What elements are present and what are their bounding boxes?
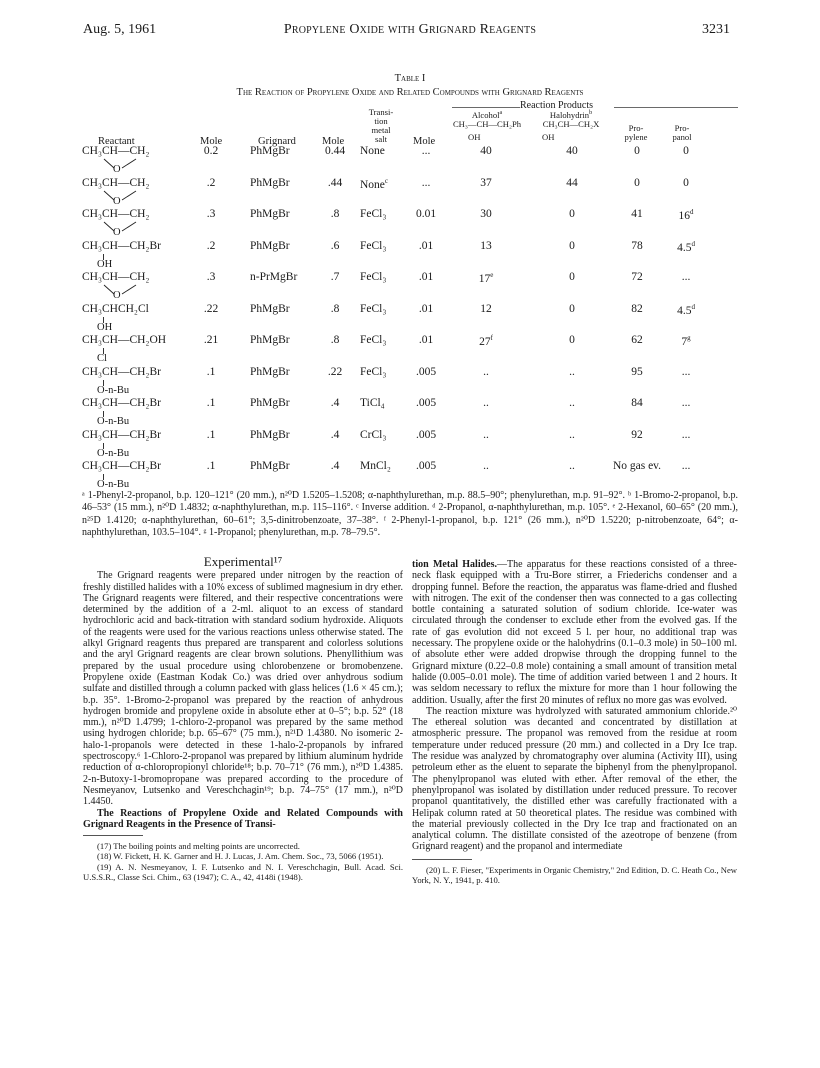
cell-mole-value: .21	[203, 334, 219, 346]
cell-propanol	[664, 271, 708, 283]
col-mole-grignard: Mole	[322, 136, 345, 147]
cell-halohydrin-value: ..	[569, 397, 575, 409]
section-title-experimental: Experimental¹⁷	[203, 554, 283, 569]
cell-propylene	[612, 240, 662, 252]
cell-mole-value: 0.2	[203, 145, 219, 157]
cell-salt-mole-value: .01	[418, 239, 434, 252]
cell-propanol	[664, 303, 708, 317]
reference-17: (17) The boiling points and melting points are uncorrected.	[97, 841, 300, 852]
footnote-mark: d	[691, 239, 695, 248]
cell-grignard-value: PhMgBr	[250, 428, 290, 441]
cell-reactant-substituent: O	[113, 227, 121, 238]
cell-reactant-formula: CH₃CH—CH₂Br	[82, 397, 161, 409]
col-alcohol: Alcohol$^a$ CH₃—CH—CH₂Ph OH	[452, 109, 522, 142]
cell-grignard	[250, 271, 320, 283]
cell-metal-salt	[360, 460, 410, 472]
cell-grignard-mole	[318, 334, 352, 346]
cell-metal-salt	[360, 240, 410, 252]
cell-mole-value: .2	[206, 176, 216, 189]
cell-mole-value: .3	[206, 271, 216, 283]
cell-halohydrin	[552, 240, 592, 252]
cell-propylene-value: 92	[631, 428, 643, 441]
cell-alcohol-value: 17	[478, 272, 491, 285]
cell-mole	[196, 271, 226, 283]
cell-mole	[196, 397, 226, 409]
cell-alcohol	[466, 208, 506, 220]
cell-salt-mole-value: .005	[415, 397, 437, 409]
cell-mole	[196, 460, 226, 472]
cell-grignard-value: PhMgBr	[250, 365, 290, 378]
cell-propylene	[612, 366, 662, 378]
cell-grignard-mole-value: .8	[330, 302, 340, 315]
cell-salt-mole-value: ...	[421, 176, 431, 189]
footnote-mark: f	[490, 334, 493, 342]
cell-mole	[196, 334, 226, 346]
cell-reactant-formula: CH₃CH—CH₂Br	[82, 239, 161, 252]
cell-halohydrin-value: 0	[569, 271, 575, 283]
cell-propylene	[612, 303, 662, 315]
cell-propanol	[664, 429, 708, 441]
cell-grignard-mole	[318, 177, 352, 189]
cell-grignard-value: PhMgBr	[250, 176, 290, 189]
cell-propylene	[612, 397, 662, 409]
cell-propanol	[664, 334, 708, 348]
cell-reactant-formula: CH₃CH—CH₂	[82, 176, 150, 189]
cell-grignard-mole	[318, 397, 352, 409]
col-mole-reactant: Mole	[200, 136, 223, 147]
paragraph-workup: The reaction mixture was hydrolyzed with saturated ammonium chloride.²⁰ The ethereal solution was decanted and concentrated by distillation at atmospheric pressure. The propanol was removed from the residue at room temperature under reduced pressure (20 mm.) and collected in a Dry Ice trap. The residue was analyzed by chromatography over alumina (Activity III), using petroleum ether as the eluent to separate the biphenyl from the phenylpropanol. The phenylpropanol was eluted with ether. After removal of the ether, the phenylpropanol was isolated by distillation under reduced pressure. To recover propanol quantitatively, the distilled ether was carefully fractionated with a Helipak column rated at 50 theoretical plates. The residue was combined with the material previously collected in the Dry Ice trap and fractionated on an analytical column. The distillate consisted of the azeotrope of benzene (from Grignard reagent) and the propanol and intermediate	[412, 705, 737, 853]
cell-halohydrin	[552, 460, 592, 472]
cell-alcohol	[466, 366, 506, 378]
epoxide-bond-lines	[80, 221, 240, 237]
cell-salt-mole	[406, 303, 446, 315]
right-column	[412, 559, 737, 885]
cell-alcohol	[466, 460, 506, 472]
cell-alcohol	[466, 429, 506, 441]
cell-metal-salt-value: FeCl₃	[360, 208, 387, 220]
cell-propylene	[612, 429, 662, 441]
col-reactant: Reactant	[98, 136, 135, 147]
cell-mole	[196, 208, 226, 220]
cell-alcohol-value: 13	[480, 239, 492, 252]
footnote-rule-right	[412, 859, 472, 860]
cell-salt-mole	[406, 397, 446, 409]
cell-reactant-formula: CH₃CH—CH₂Br	[82, 428, 161, 441]
footnote-mark: c	[384, 176, 389, 185]
cell-propanol	[664, 366, 708, 378]
cell-salt-mole	[406, 177, 446, 189]
cell-reactant-substituent: O	[113, 164, 121, 175]
cell-salt-mole-value: ...	[421, 145, 431, 157]
cell-metal-salt-value: FeCl₃	[360, 334, 387, 346]
cell-halohydrin-value: 0	[569, 302, 575, 315]
cell-propanol-value: 0	[683, 145, 689, 157]
cell-grignard-value: PhMgBr	[250, 460, 290, 472]
cell-halohydrin	[552, 271, 592, 283]
cell-grignard-mole-value: .44	[327, 176, 343, 189]
cell-grignard-mole-value: .4	[330, 428, 340, 441]
cell-alcohol-value: 30	[480, 208, 492, 220]
cell-propylene	[612, 177, 662, 189]
cell-grignard	[250, 429, 320, 441]
cell-propanol	[664, 208, 708, 222]
cell-alcohol	[466, 240, 506, 252]
footnote-mark: d	[691, 302, 695, 311]
cell-metal-salt-value: CrCl₃	[360, 428, 387, 441]
reference-20: (20) L. F. Fieser, "Experiments in Organic Chemistry," 2nd Edition, D. C. Heath Co., New York, N. Y., 1941, p. 410.	[412, 864, 737, 885]
cell-metal-salt	[360, 334, 410, 346]
cell-reactant-substituent: O-n-Bu	[97, 416, 130, 427]
cell-grignard	[250, 366, 320, 378]
left-column	[83, 556, 403, 882]
cell-metal-salt	[360, 303, 410, 315]
cell-propanol-value: ...	[681, 365, 691, 378]
cell-metal-salt-value: FeCl₃	[360, 365, 387, 378]
cell-metal-salt	[360, 366, 410, 378]
cell-salt-mole	[406, 429, 446, 441]
cell-salt-mole	[406, 145, 446, 157]
cell-propylene-value: No gas ev.	[612, 460, 662, 472]
cell-alcohol	[466, 145, 506, 157]
cell-alcohol	[466, 334, 506, 348]
cell-propylene-value: 95	[631, 365, 643, 378]
paragraph-apparatus-text: —The apparatus for these reactions consisted of a three-neck flask equipped with a Tru-Bore stirrer, a Friederichs condenser and a dropping funnel. Before the reaction, the apparatus was flame-dried and flushed with nitrogen. The exit of the condenser then was connected to a gas collecting bottle containing a saturated solution of sodium chloride. Ice-water was circulated through the condenser to exclude ether from the evolved gas. If the rate of gas evolution did not exceed 5 l. per hour, no additional trap was necessary. The propylene oxide or the halohydrins (0.1–0.3 mole) in 50–100 ml. of absolute ether were added dropwise through the dropping funnel to the Grignard mixture (0.22–0.8 mole) containing a small amount of transition metal halide (0.005–0.01 mole). The time of addition varied between 1 and 2 hours. It was seldom necessary to reflux the mixture for more than 1 hour following the addition. Usually, after the first 20 minutes of reflux no more gas was evolved.	[412, 559, 737, 706]
cell-metal-salt	[360, 177, 410, 191]
cell-mole	[196, 177, 226, 189]
cell-reactant-formula: CH₃CH—CH₂	[82, 145, 150, 157]
cell-reactant-substituent: Cl	[97, 353, 107, 364]
cell-propanol-value: 0	[683, 176, 689, 189]
cell-salt-mole-value: .01	[418, 271, 434, 283]
cell-salt-mole	[406, 208, 446, 220]
cell-salt-mole-value: .01	[418, 302, 434, 315]
cell-reactant-substituent: OH	[97, 321, 113, 333]
paragraph-apparatus	[412, 559, 737, 706]
cell-halohydrin	[552, 334, 592, 346]
cell-grignard	[250, 208, 320, 220]
cell-mole	[196, 303, 226, 315]
cell-alcohol	[466, 303, 506, 315]
cell-grignard-value: n-PrMgBr	[250, 271, 298, 283]
header-date: Aug. 5, 1961	[83, 22, 157, 37]
cell-grignard-mole-value: 0.44	[324, 145, 346, 157]
cell-grignard-mole-value: .22	[327, 365, 343, 378]
cell-propylene	[612, 460, 662, 472]
cell-metal-salt	[360, 145, 410, 157]
cell-metal-salt	[360, 429, 410, 441]
cell-alcohol	[466, 271, 506, 285]
cell-halohydrin-value: ..	[569, 428, 575, 441]
paragraph-head-reactions: The Reactions of Propylene Oxide and Related Compounds with Grignard Reagents in the Presence of Transi-	[83, 807, 403, 830]
cell-grignard-value: PhMgBr	[250, 145, 290, 157]
cell-halohydrin	[552, 303, 592, 315]
cell-alcohol	[466, 397, 506, 409]
cell-mole-value: .1	[206, 460, 216, 472]
cell-mole-value: .22	[203, 302, 219, 315]
cell-alcohol-value: 37	[480, 176, 492, 189]
cell-halohydrin	[552, 145, 592, 157]
cell-halohydrin	[552, 429, 592, 441]
cell-reactant-substituent: O	[113, 290, 121, 301]
table-footnotes: ᵃ 1-Phenyl-2-propanol, b.p. 120–121° (20 mm.), n²⁰D 1.5205–1.5208; α-naphthylurethan, m.p. 88.5–90°; phenylurethan, m.p. 91–92°. ᵇ 1-Bromo-2-propanol, b.p. 46–53° (15 mm.), n²⁰D 1.4832; α-naphthylurethan, m.p. 115–116°. ᶜ Inverse addition. ᵈ 2-Propanol, α-naphthylurethan, m.p. 105°. ᵉ 2-Hexanol, 60–65° (20 mm.), n²⁵D 1.4120; α-naphthylurethan, 60–61°; 3,5-dinitrobenzoate, 37–38°. ᶠ 2-Phenyl-1-propanol, b.p. 121° (26 mm.), n²⁰D 1.5220; p-nitrobenzoate, 64°; α-naphthylurethan, 103.5–104°. ᵍ 1-Propanol; phenylurethan, m.p. 78–79.5°.	[82, 490, 738, 539]
cell-grignard-mole	[318, 145, 352, 157]
cell-metal-salt	[360, 271, 410, 283]
cell-propylene-value: 41	[631, 208, 643, 220]
cell-grignard-value: PhMgBr	[250, 334, 290, 346]
cell-mole	[196, 240, 226, 252]
reference-19: (19) A. N. Nesmeyanov, I. F. Lutsenko and N. I. Vereschchagin, Bull. Acad. Sci. U.S.S.R., Classe Sci. Chim., 63 (1947); C. A., 42, 4148i (1948).	[83, 861, 403, 882]
cell-grignard	[250, 240, 320, 252]
cell-propanol-value: 4.5	[677, 304, 692, 317]
paragraph-grignard-preparation: The Grignard reagents were prepared under nitrogen by the reaction of freshly distilled halides with a 10% excess of sublimed magnesium in dry ether. The Grignard reagents were filtered, and their respective concentrations were determined by the addition of a 2-ml. aliquot to an excess of standard hydrochloric acid and back-titration with standard sodium hydroxide. Aliquots of the reagents were used for the various reactions unless otherwise stated. The alkyl Grignard reagents thus prepared are transparent and colorless solutions and the aryl Grignard reagents are clear brown solutions. Phenyllithium was prepared by the usual procedure using chlorobenzene or bromobenzene. Propylene oxide (Eastman Kodak Co.) was dried over anhydrous sodium sulfate and distilled through a column packed with glass helices (1.6 × 45 cm.); b.p. 35°. 1-Bromo-2-propanol was prepared by the reaction of anhydrous hydrogen bromide and propylene oxide in absolute ether at 0–5°; b.p. 52° (18 mm.), n²⁰D 1.4799; 1-chloro-2-propanol was prepared by the same method using hydrogen chloride; b.p. 65–67° (75 mm.), n²¹D 1.4380. No isomeric 2-halo-1-propanols were detected in these 1-halo-2-propanols by infrared spectroscopy.⁶ 1-Chloro-2-propanol was prepared by lithium aluminum hydride reduction of α-chloropropionyl chloride¹⁸; b.p. 70–71° (76 mm.), n²⁰D 1.4385. 2-n-Butoxy-1-bromopropane was prepared according to the procedure of Nesmeyanov, Lutsenko and Vereschchagin¹⁹; b.p. 74–75° (17 mm.), n²⁰D 1.4450.	[83, 570, 403, 808]
cell-grignard-value: PhMgBr	[250, 302, 290, 315]
col-mole-salt: Mole	[413, 136, 436, 147]
col-metal-salt: Transi- tion metal salt	[368, 107, 394, 144]
cell-mole-value: .3	[206, 208, 216, 220]
cell-metal-salt-value: FeCl₃	[360, 302, 387, 315]
cell-metal-salt-value: MnCl₂	[360, 460, 391, 472]
cell-grignard	[250, 177, 320, 189]
cell-alcohol-value: ..	[483, 397, 489, 409]
cell-grignard-mole-value: .8	[330, 208, 340, 220]
cell-grignard-mole	[318, 429, 352, 441]
epoxide-bond-lines	[80, 190, 240, 206]
group-header-reaction-products: Reaction Products	[520, 100, 594, 111]
group-rule-right	[614, 107, 738, 108]
cell-salt-mole-value: .01	[418, 334, 434, 346]
cell-halohydrin-value: ..	[569, 460, 575, 472]
cell-alcohol-value: 12	[480, 302, 492, 315]
cell-grignard-mole-value: .6	[330, 239, 340, 252]
cell-propylene-value: 78	[631, 239, 643, 252]
cell-grignard-mole	[318, 240, 352, 252]
reference-18: (18) W. Fickett, H. K. Garner and H. J. Lucas, J. Am. Chem. Soc., 73, 5066 (1951).	[97, 851, 384, 862]
paragraph-head-metal-halides: tion Metal Halides.	[412, 559, 498, 570]
header-page-number: 3231	[702, 22, 730, 37]
cell-salt-mole	[406, 240, 446, 252]
cell-metal-salt-value: FeCl₃	[360, 239, 387, 252]
cell-propanol-value: 4.5	[677, 241, 692, 254]
cell-propylene-value: 62	[631, 334, 643, 346]
cell-alcohol	[466, 177, 506, 189]
cell-metal-salt-value: None	[360, 145, 385, 157]
cell-reactant-formula: CH₃CHCH₂Cl	[82, 302, 149, 315]
cell-grignard-mole	[318, 460, 352, 472]
group-rule-left	[452, 107, 520, 108]
cell-propanol	[664, 460, 708, 472]
cell-grignard-mole	[318, 366, 352, 378]
cell-propylene-value: 84	[631, 397, 643, 409]
cell-halohydrin-value: 40	[566, 145, 578, 157]
cell-propylene-value: 0	[634, 145, 640, 157]
cell-grignard-mole-value: .4	[330, 460, 340, 472]
cell-salt-mole-value: .005	[415, 365, 437, 378]
cell-halohydrin-value: 44	[566, 176, 578, 189]
cell-halohydrin	[552, 366, 592, 378]
cell-metal-salt-value: None	[360, 178, 385, 191]
cell-grignard	[250, 460, 320, 472]
cell-reactant-substituent: O	[113, 195, 121, 207]
cell-alcohol-value: 40	[480, 145, 492, 157]
cell-grignard-mole	[318, 303, 352, 315]
cell-halohydrin-value: ..	[569, 365, 575, 378]
cell-propylene	[612, 145, 662, 157]
cell-grignard-mole-value: .7	[330, 271, 340, 283]
cell-reactant-formula: CH₃CH—CH₂Br	[82, 365, 161, 378]
cell-mole-value: .1	[206, 397, 216, 409]
cell-propylene	[612, 271, 662, 283]
cell-propanol-value: ...	[681, 460, 691, 472]
col-grignard: Grignard	[258, 136, 296, 147]
cell-metal-salt-value: TiCl₄	[360, 397, 385, 409]
cell-halohydrin-value: 0	[569, 208, 575, 220]
cell-halohydrin-value: 0	[569, 334, 575, 346]
footnote-mark: e	[490, 271, 494, 279]
footnote-mark: d	[690, 208, 694, 216]
cell-salt-mole-value: .005	[415, 460, 437, 472]
cell-propylene-value: 82	[631, 302, 643, 315]
cell-salt-mole	[406, 271, 446, 283]
cell-propanol	[664, 240, 708, 254]
cell-propanol	[664, 145, 708, 157]
epoxide-bond-lines	[80, 284, 240, 300]
cell-mole-value: .1	[206, 428, 216, 441]
cell-halohydrin	[552, 177, 592, 189]
cell-propanol	[664, 177, 708, 189]
cell-salt-mole	[406, 366, 446, 378]
cell-propylene	[612, 208, 662, 220]
cell-salt-mole	[406, 334, 446, 346]
cell-salt-mole-value: .005	[415, 428, 437, 441]
cell-reactant-substituent: O-n-Bu	[97, 447, 130, 459]
cell-grignard-value: PhMgBr	[250, 239, 290, 252]
cell-mole	[196, 145, 226, 157]
footnote-rule	[83, 835, 143, 836]
table-caption: The Reaction of Propylene Oxide and Related Compounds with Grignard Reagents	[236, 87, 584, 98]
cell-propanol-value: 16	[678, 209, 690, 222]
col-propanol: Pro- panol	[672, 123, 692, 142]
cell-grignard-mole	[318, 271, 352, 283]
cell-salt-mole	[406, 460, 446, 472]
cell-reactant-formula: CH₃CH—CH₂	[82, 271, 150, 283]
cell-propylene	[612, 334, 662, 346]
cell-salt-mole-value: 0.01	[415, 208, 437, 220]
footnote-mark: g	[687, 334, 691, 342]
table-number: Table I	[394, 73, 426, 84]
cell-reactant-formula: CH₃CH—CH₂OH	[82, 334, 167, 346]
cell-propanol	[664, 397, 708, 409]
cell-metal-salt-value: FeCl₃	[360, 271, 387, 283]
col-halohydrin: Halohydrin$^b$ CH₃CH—CH₂X OH	[542, 109, 600, 142]
cell-reactant-formula: CH₃CH—CH₂Br	[82, 460, 161, 472]
cell-halohydrin	[552, 397, 592, 409]
cell-reactant-substituent: OH	[97, 258, 113, 270]
col-propylene: Pro- pylene	[624, 123, 648, 142]
cell-grignard-value: PhMgBr	[250, 397, 290, 409]
cell-alcohol-value: ..	[483, 428, 489, 441]
cell-mole	[196, 429, 226, 441]
cell-propylene-value: 72	[631, 271, 643, 283]
cell-halohydrin	[552, 208, 592, 220]
cell-propanol-value: 7	[681, 335, 688, 348]
cell-alcohol-value: ..	[483, 365, 489, 378]
header-title: Propylene Oxide with Grignard Reagents	[283, 22, 537, 37]
cell-grignard	[250, 334, 320, 346]
cell-propanol-value: ...	[681, 428, 691, 441]
cell-mole-value: .1	[206, 365, 216, 378]
cell-grignard	[250, 145, 320, 157]
cell-mole	[196, 366, 226, 378]
cell-metal-salt	[360, 208, 410, 220]
cell-propylene-value: 0	[634, 176, 640, 189]
cell-reactant-substituent: O-n-Bu	[97, 384, 130, 396]
cell-grignard-mole-value: .8	[330, 334, 340, 346]
cell-reactant-formula: CH₃CH—CH₂	[82, 208, 150, 220]
cell-grignard	[250, 397, 320, 409]
cell-metal-salt	[360, 397, 410, 409]
cell-alcohol-value: ..	[483, 460, 489, 472]
cell-grignard-mole-value: .4	[330, 397, 340, 409]
epoxide-bond-lines	[80, 158, 240, 174]
cell-propanol-value: ...	[681, 271, 691, 283]
cell-halohydrin-value: 0	[569, 239, 575, 252]
cell-grignard	[250, 303, 320, 315]
cell-mole-value: .2	[206, 239, 216, 252]
cell-grignard-mole	[318, 208, 352, 220]
cell-propanol-value: ...	[681, 397, 691, 409]
cell-reactant-substituent: O-n-Bu	[97, 479, 130, 490]
cell-alcohol-value: 27	[479, 335, 491, 348]
cell-grignard-value: PhMgBr	[250, 208, 290, 220]
